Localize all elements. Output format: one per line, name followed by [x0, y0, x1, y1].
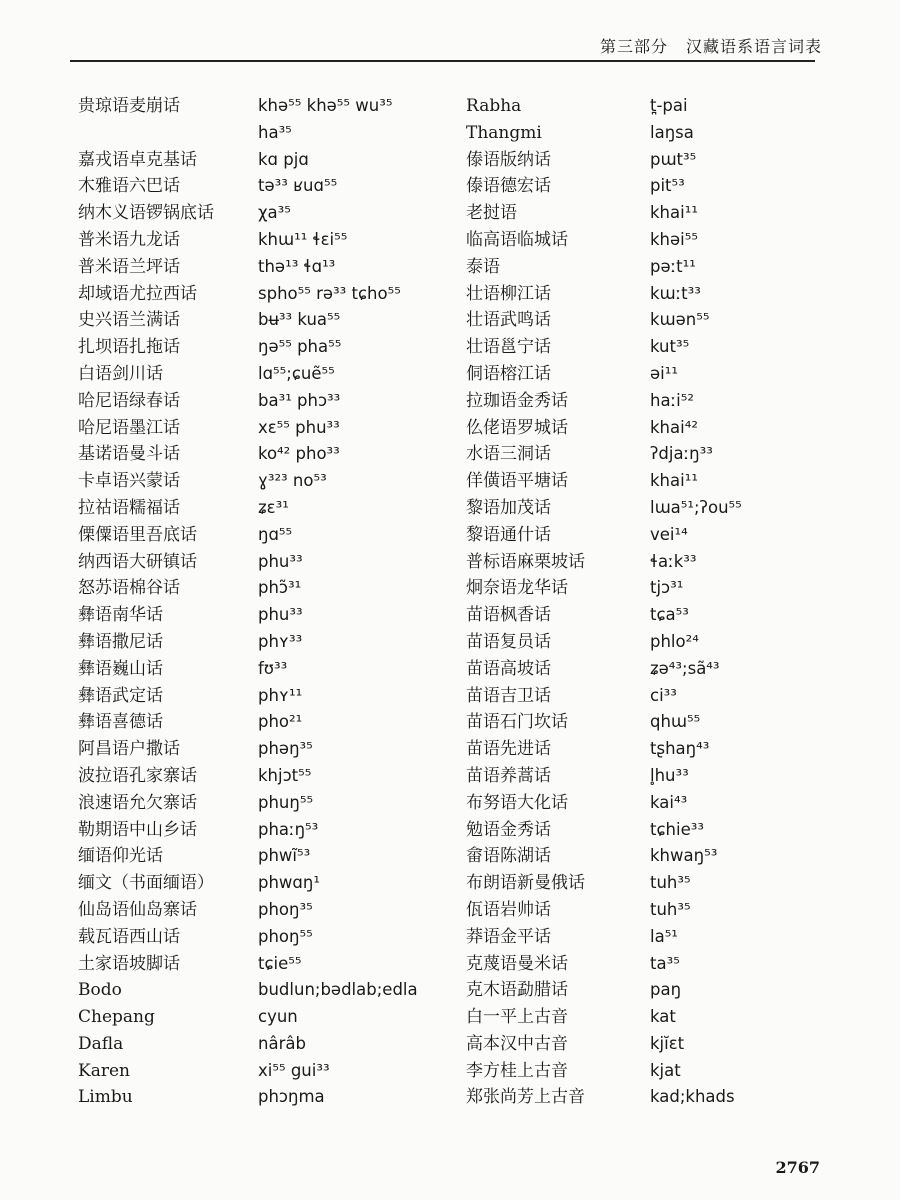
language-name: 纳西语大研镇话 [78, 551, 197, 572]
word-form: ŋɑ⁵⁵ [258, 524, 293, 544]
word-form: kad;khads [650, 1087, 735, 1107]
word-form: l̥hu³³ [650, 765, 689, 785]
language-name: 彝语喜德话 [78, 712, 163, 733]
language-name: 仙岛语仙岛寨话 [78, 899, 197, 920]
word-form: kjĭɛt [650, 1033, 685, 1053]
word-form: phwĩ⁵³ [258, 846, 311, 866]
language-name: Thangmi [466, 122, 542, 143]
word-form: ɣ³²³ no⁵³ [258, 471, 327, 491]
language-name: 老挝语 [466, 203, 517, 224]
word-form: ci³³ [650, 685, 677, 705]
language-name: 苗语养蒿话 [466, 765, 551, 786]
language-name: Karen [78, 1060, 130, 1081]
word-form: ŋə⁵⁵ pha⁵⁵ [258, 337, 342, 357]
word-form: phuŋ⁵⁵ [258, 792, 314, 812]
word-form: tə³³ ʁuɑ⁵⁵ [258, 176, 338, 196]
language-name: 基诺语曼斗话 [78, 444, 180, 465]
word-form: kat [650, 1007, 676, 1027]
language-name: 黎语通什话 [466, 524, 551, 545]
word-form: cyun [258, 1007, 298, 1027]
word-form: t̪-pai [650, 96, 688, 115]
language-name: 普米语九龙话 [78, 229, 180, 250]
word-form: tɕie⁵⁵ [258, 953, 302, 973]
language-name: 苗语复员话 [466, 631, 551, 652]
word-form: tʂhaŋ⁴³ [650, 739, 710, 759]
word-form: haːi⁵² [650, 390, 694, 410]
language-name: Dafla [78, 1033, 124, 1054]
word-form: lɯa⁵¹;ʔou⁵⁵ [650, 497, 742, 517]
word-form: pit⁵³ [650, 176, 685, 196]
word-form: phu³³ [258, 551, 303, 571]
word-form: xi⁵⁵ gui³³ [258, 1060, 330, 1080]
language-name: 阿昌语户撒话 [78, 739, 180, 760]
word-form: khai¹¹ [650, 471, 698, 491]
word-form: fʊ³³ [258, 658, 288, 678]
language-name: 彝语武定话 [78, 685, 163, 706]
word-form: vei¹⁴ [650, 524, 688, 544]
word-form: thə¹³ ɬɑ¹³ [258, 256, 336, 276]
word-form: phoŋ³⁵ [258, 899, 313, 919]
language-name: 高本汉中古音 [466, 1033, 568, 1054]
left-language-column [78, 93, 256, 1111]
language-name: Rabha [466, 96, 522, 116]
word-form: khjɔt⁵⁵ [258, 765, 312, 785]
language-name: 李方桂上古音 [466, 1060, 568, 1081]
language-name: 波拉语孔家寨话 [78, 765, 197, 786]
word-form: ʑɛ³¹ [258, 497, 289, 517]
word-form: ba³¹ phɔ³³ [258, 390, 341, 410]
word-form: kɯən⁵⁵ [650, 310, 710, 330]
word-form: ʔdjaːŋ³³ [650, 444, 713, 464]
language-name: 白语剑川话 [78, 363, 163, 384]
language-name: 壮语邕宁话 [466, 337, 551, 358]
language-name: 嘉戎语卓克基话 [78, 149, 197, 170]
language-name: 勒期语中山乡话 [78, 819, 197, 840]
language-name: 布朗语新曼俄话 [466, 873, 585, 894]
language-name: 傣语版纳话 [466, 149, 551, 170]
running-header [600, 34, 822, 57]
word-form: phɔŋma [258, 1087, 325, 1107]
language-name: 白一平上古音 [466, 1007, 568, 1028]
left-form-column [258, 93, 463, 1111]
word-form: χa³⁵ [258, 203, 291, 223]
language-name: Chepang [78, 1007, 155, 1028]
word-form: phlo²⁴ [650, 631, 699, 651]
word-form: qhɯ⁵⁵ [650, 712, 701, 732]
word-form: tuh³⁵ [650, 899, 691, 919]
word-form: kɑ pjɑ [258, 149, 309, 169]
word-form: phɔ̃³¹ [258, 578, 302, 598]
language-name: 黎语加茂话 [466, 497, 551, 518]
word-form: laŋsa [650, 122, 694, 142]
language-name: 缅文（书面缅语） [78, 873, 214, 894]
language-name: 勉语金秀话 [466, 819, 551, 840]
language-name: 畲语陈湖话 [466, 846, 551, 867]
word-form: khɯ¹¹ ɬɛi⁵⁵ [258, 229, 348, 249]
language-name: 史兴语兰满话 [78, 310, 180, 331]
language-name: 纳木义语锣锅底话 [78, 203, 214, 224]
language-name: 郑张尚芳上古音 [466, 1087, 585, 1108]
language-name: 壮语武鸣话 [466, 310, 551, 331]
word-form: phʏ³³ [258, 631, 303, 651]
language-name: 仫佬语罗城话 [466, 417, 568, 438]
word-form: nârâb [258, 1033, 306, 1053]
language-name: 土家语坡脚话 [78, 953, 180, 974]
word-form: tɕhie³³ [650, 819, 704, 839]
language-name: 傈僳语里吾底话 [78, 524, 197, 545]
word-form: pho²¹ [258, 712, 303, 732]
language-name: 克蔑语曼米话 [466, 953, 568, 974]
word-form: spho⁵⁵ rə³³ tɕho⁵⁵ [258, 283, 401, 303]
word-form: ɬaːk³³ [650, 551, 697, 571]
language-name: 拉珈语金秀话 [466, 390, 568, 411]
word-form: kjat [650, 1060, 681, 1080]
word-form: ta³⁵ [650, 953, 680, 973]
language-name: Bodo [78, 980, 122, 1001]
language-name: Limbu [78, 1087, 133, 1108]
language-name: 扎坝语扎拖话 [78, 337, 180, 358]
language-name: 苗语先进话 [466, 739, 551, 760]
language-name: 彝语南华话 [78, 605, 163, 626]
language-name: 莽语金平话 [466, 926, 551, 947]
header-rule [70, 60, 815, 62]
word-form: kɯːt³³ [650, 283, 701, 303]
header-part: 第三部分 [599, 37, 668, 56]
word-form: phəŋ³⁵ [258, 739, 313, 759]
word-form: pəːt¹¹ [650, 256, 696, 276]
language-name: 拉祜语糯福话 [78, 497, 180, 518]
language-name: 布努语大化话 [466, 792, 568, 813]
language-name: 壮语柳江话 [466, 283, 551, 304]
word-form: phu³³ [258, 605, 303, 625]
word-form: phoŋ⁵⁵ [258, 926, 313, 946]
word-form: khə⁵⁵ khə⁵⁵ wu³⁵ [258, 96, 393, 115]
language-name [78, 120, 256, 147]
word-form: khai¹¹ [650, 203, 698, 223]
word-form: budlun;bədlab;edla [258, 980, 418, 1000]
right-language-column [466, 93, 646, 1111]
right-form-column [650, 93, 820, 1111]
word-form: ko⁴² pho³³ [258, 444, 340, 464]
language-name: 炯奈语龙华话 [466, 578, 568, 599]
language-name: 贵琼语麦崩话 [78, 96, 180, 116]
word-form: xɛ⁵⁵ phu³³ [258, 417, 340, 437]
language-name: 侗语榕江话 [466, 363, 551, 384]
word-form: tuh³⁵ [650, 873, 691, 893]
language-name: 哈尼语墨江话 [78, 417, 180, 438]
word-form: ha³⁵ [258, 122, 292, 142]
word-form: paŋ [650, 980, 682, 1000]
language-name: 浪速语允欠寨话 [78, 792, 197, 813]
language-name: 普标语麻栗坡话 [466, 551, 585, 572]
word-form: khəi⁵⁵ [650, 229, 698, 249]
word-form: tjɔ³¹ [650, 578, 684, 598]
language-name: 彝语巍山话 [78, 658, 163, 679]
language-name: 苗语石门坎话 [466, 712, 568, 733]
word-form: phaːŋ⁵³ [258, 819, 319, 839]
word-form: khai⁴² [650, 417, 698, 437]
language-name: 苗语高坡话 [466, 658, 551, 679]
language-name: 载瓦语西山话 [78, 926, 180, 947]
language-name: 水语三洞话 [466, 444, 551, 465]
language-name: 苗语枫香话 [466, 605, 551, 626]
language-name: 普米语兰坪话 [78, 256, 180, 277]
word-form: khwaŋ⁵³ [650, 846, 718, 866]
language-name: 克木语勐腊话 [466, 980, 568, 1001]
language-name: 缅语仰光话 [78, 846, 163, 867]
language-name: 卡卓语兴蒙话 [78, 471, 180, 492]
language-name: 傣语德宏话 [466, 176, 551, 197]
language-name: 却域语尤拉西话 [78, 283, 197, 304]
language-name: 佯僙语平塘话 [466, 471, 568, 492]
language-name: 临高语临城话 [466, 229, 568, 250]
word-form: lɑ⁵⁵;ɕuẽ⁵⁵ [258, 363, 335, 383]
language-name: 哈尼语绿春话 [78, 390, 180, 411]
word-form: kut³⁵ [650, 337, 690, 357]
language-name: 怒苏语棉谷话 [78, 578, 180, 599]
language-name: 木雅语六巴话 [78, 176, 180, 197]
header-title: 汉藏语系语言词表 [685, 37, 822, 56]
word-form: tɕa⁵³ [650, 605, 689, 625]
word-form: əi¹¹ [650, 363, 678, 383]
word-form: ʑə⁴³;sã⁴³ [650, 658, 720, 678]
word-form: bʉ³³ kua⁵⁵ [258, 310, 341, 330]
page-number: 2767 [775, 1158, 820, 1177]
language-name: 佤语岩帅话 [466, 899, 551, 920]
language-name: 苗语吉卫话 [466, 685, 551, 706]
word-form: phwɑŋ¹ [258, 873, 320, 893]
language-name: 泰语 [466, 256, 500, 277]
word-form: kai⁴³ [650, 792, 688, 812]
word-form: la⁵¹ [650, 926, 678, 946]
word-form: pɯt³⁵ [650, 149, 697, 169]
language-name: 彝语撒尼话 [78, 631, 163, 652]
word-form: phʏ¹¹ [258, 685, 303, 705]
